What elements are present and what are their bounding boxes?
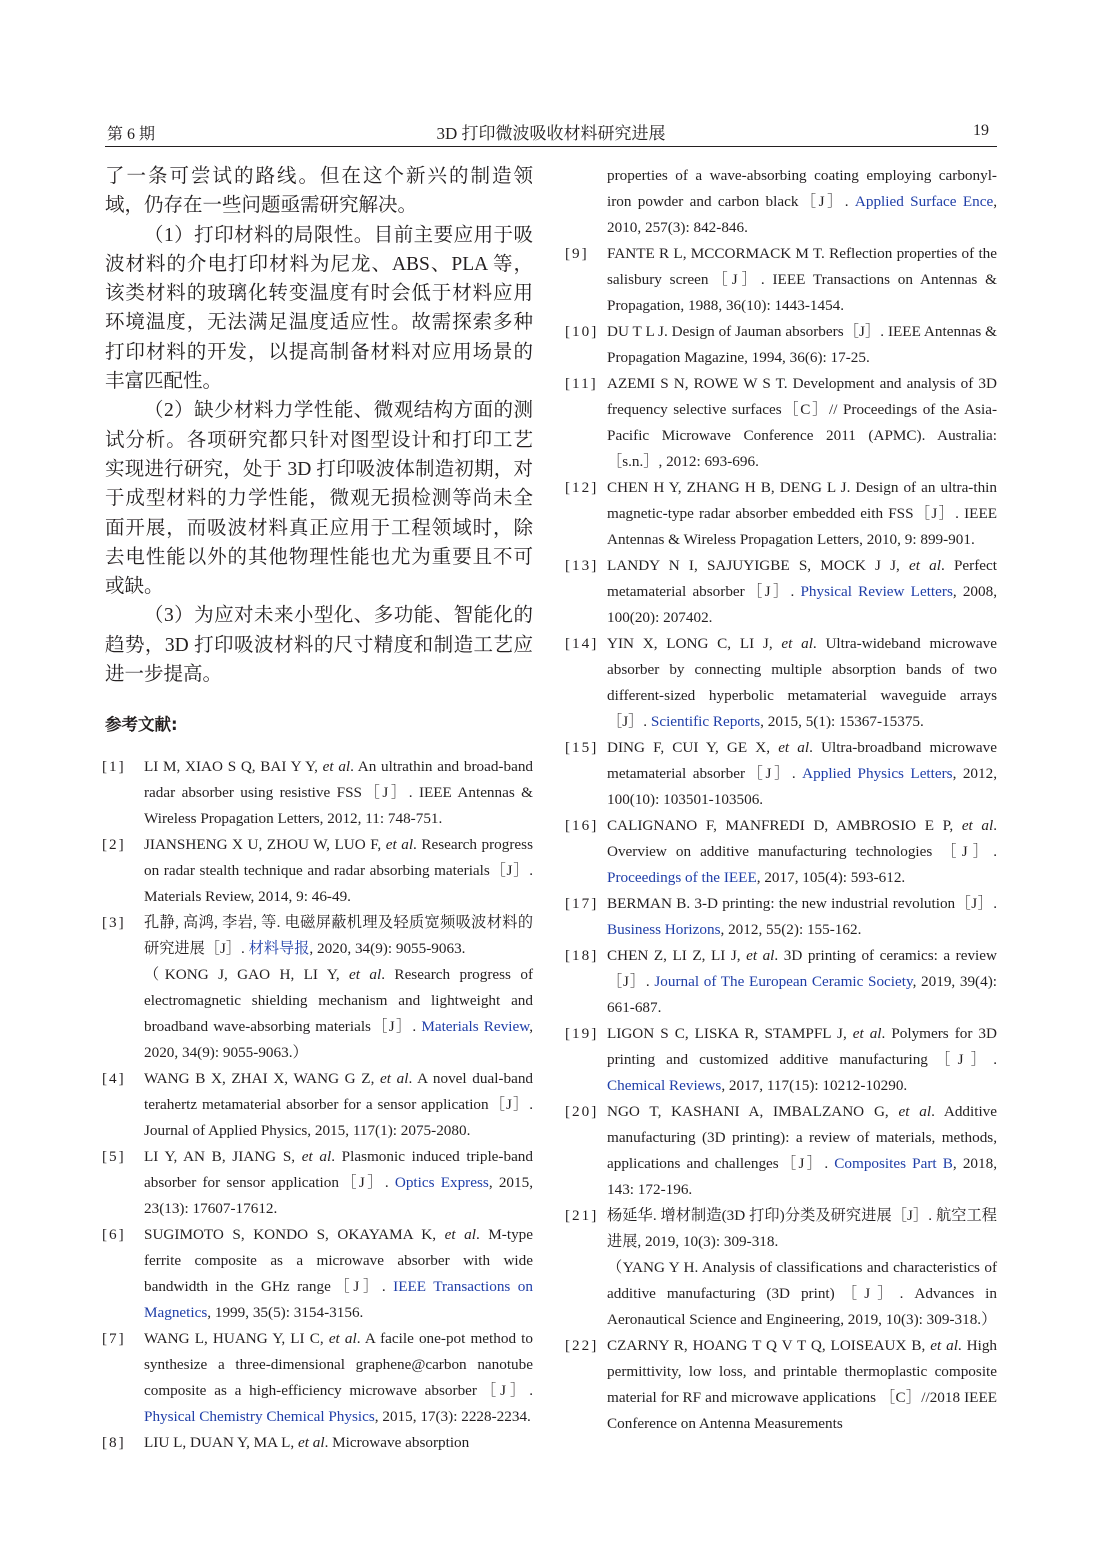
reference-text: , 2012, 100(10): 103501-103506. — [607, 765, 998, 808]
reference-item — [565, 735, 998, 813]
journal-link[interactable]: Scientific Reports — [650, 713, 761, 730]
reference-text: , 2017, 117(15): 10212-10290. — [721, 1077, 908, 1094]
reference-text: CHEN H Y, ZHANG H B, DENG L J. Design of an ultra-thin magnetic-type radar absorber embedded eith FSS［J］. IEEE Antennas & Wireless Propagation Letters, 2010, 9: 899-901. — [607, 479, 997, 548]
reference-item — [565, 241, 997, 319]
reference-text: , 1999, 35(5): 3154-3156. — [207, 1304, 364, 1322]
reference-item — [565, 553, 997, 631]
reference-body — [607, 1021, 997, 1099]
journal-link[interactable]: Chemical Reviews — [607, 1077, 722, 1094]
reference-body — [144, 1430, 533, 1456]
reference-body — [144, 1144, 533, 1222]
reference-item — [565, 371, 997, 475]
reference-body — [144, 1066, 533, 1144]
reference-text: . An ultrathin and broad-band radar absorber using resistive FSS［J］. IEEE Antennas & Wireless Propagation Letters, 2012, 11: 748-751. — [144, 758, 534, 828]
journal-article-title: 3D 打印微波吸收材料研究进展 — [436, 124, 666, 143]
reference-text: . M-type ferrite composite as a microwave absorber with wide bandwidth in the GHz range［J］. — [144, 1226, 534, 1296]
reference-body — [607, 1203, 997, 1255]
et-al-text: et al — [909, 557, 941, 574]
reference-text: , 2019, 39(4): 661-687. — [607, 973, 997, 1016]
et-al-text: et al — [778, 739, 810, 756]
reference-text: . Additive manufacturing (3D printing): a review of materials, methods, applications and challenges［J］. — [607, 1103, 997, 1172]
et-al-text: et al — [328, 1330, 357, 1348]
reference-number: [3] — [102, 914, 126, 932]
reference-text: . High permittivity, low loss, and printable thermoplastic composite material for RF and microwave applications ［C］//2018 IEEE Conference on Antenna Measurements — [607, 1337, 998, 1432]
reference-body — [607, 1333, 997, 1437]
issue-label: 第 6 期 — [107, 126, 156, 143]
reference-body — [144, 1222, 533, 1326]
reference-number: [22] — [565, 1337, 599, 1354]
reference-body — [144, 1326, 533, 1430]
reference-body — [607, 241, 997, 319]
journal-link[interactable]: Composites Part B — [834, 1155, 953, 1172]
journal-link[interactable]: Applied Surface Ence — [854, 193, 994, 210]
reference-number: [9] — [565, 245, 589, 262]
et-al-text: et al — [380, 1070, 409, 1088]
reference-item — [565, 319, 997, 371]
reference-body — [607, 371, 997, 475]
reference-text: DU T L J. Design of Jauman absorbers［J］. IEEE Antennas & Propagation Magazine, 1994, 36(6): 17-25. — [607, 323, 997, 366]
journal-link[interactable]: IEEE Transactions on Magnetics — [144, 1278, 533, 1322]
reference-number: [8] — [102, 1434, 126, 1452]
et-al-text: et al — [852, 1025, 882, 1042]
reference-text: properties of a wave-absorbing coating employing carbonyl-iron powder and carbon black［J］. — [607, 167, 997, 210]
reference-item — [102, 754, 534, 832]
et-al-text: et al — [385, 836, 414, 854]
et-al-text: et al — [301, 1148, 332, 1166]
reference-number: [2] — [102, 836, 126, 854]
reference-text: , 2010, 257(3): 842-846. — [607, 193, 997, 236]
reference-number: [4] — [102, 1070, 126, 1088]
reference-text: BERMAN B. 3-D printing: the new industrial revolution［J］. — [607, 895, 997, 912]
reference-body — [144, 910, 533, 962]
reference-list-left — [102, 754, 534, 1456]
reference-number: [19] — [565, 1025, 599, 1042]
body-paragraph: （3）为应对未来小型化、多功能、智能化的趋势，3D 打印吸波材料的尺寸精度和制造工艺应进一步提高。 — [105, 605, 533, 686]
journal-link[interactable]: Materials Review — [421, 1018, 530, 1036]
reference-text: CHEN Z, LI Z, LI J, — [607, 947, 747, 964]
reference-text: . Research progress on radar stealth technique and radar absorbing materials［J］. Materials Review, 2014, 9: 46-49. — [144, 836, 533, 906]
reference-body — [607, 943, 997, 1021]
reference-text: WANG L, HUANG Y, LI C, — [144, 1330, 329, 1348]
journal-link[interactable]: Applied Physics Letters — [802, 765, 953, 782]
reference-text: （YANG Y H. Analysis of classifications and characteristics of additive manufacturing (3D print)［J］. Advances in Aeronautical Science and Engineering, 2019, 10(3): 309-318.） — [607, 1259, 997, 1328]
reference-item — [102, 1222, 534, 1326]
body-paragraph: 了一条可尝试的路线。但在这个新兴的制造领域，仍存在一些问题亟需研究解决。 — [105, 166, 533, 217]
reference-text: , 2015, 17(3): 2228-2234. — [374, 1408, 531, 1426]
journal-link[interactable]: Journal of The European Ceramic Society — [654, 973, 913, 990]
reference-text: AZEMI S N, ROWE W S T. Development and analysis of 3D frequency selective surfaces［C］// Proceedings of the Asia-Pacific Microwave Conference 2011 (APMC). Australia: ［s.n.］, 2012: 693-696. — [607, 375, 997, 470]
reference-body — [607, 813, 997, 891]
reference-text: , 2015, 5(1): 15367-15375. — [760, 713, 924, 730]
references-heading: 参考文献: — [105, 715, 178, 735]
reference-text: . Microwave absorption — [324, 1434, 470, 1452]
reference-item — [565, 891, 997, 943]
et-al-text: et al — [444, 1226, 476, 1244]
reference-text: . Perfect metamaterial absorber［J］. — [607, 557, 997, 600]
reference-text: FANTE R L, MCCORMACK M T. Reflection properties of the salisbury screen［J］. IEEE Transactions on Antennas & Propagation, 1988, 36(10): 1443-1454. — [607, 245, 997, 314]
reference-text: . Polymers for 3D printing and customized additive manufacturing［J］. — [607, 1025, 997, 1068]
reference-text: DING F, CUI Y, GE X, — [607, 739, 779, 756]
reference-text: WANG B X, ZHAI X, WANG G Z, — [144, 1070, 381, 1088]
reference-text: . A novel dual-band terahertz metamaterial absorber for a sensor application［J］. Journal of Applied Physics, 2015, 117(1): 2075-2080. — [144, 1070, 534, 1140]
reference-item — [565, 1333, 998, 1437]
reference-translation — [607, 1255, 997, 1333]
journal-link[interactable]: Business Horizons — [607, 921, 721, 938]
reference-number: [11] — [565, 375, 598, 392]
reference-item — [102, 1144, 533, 1222]
reference-text: . 3D printing of ceramics: a review［J］. — [607, 947, 997, 990]
reference-text: CZARNY R, HOANG T Q V T Q, LOISEAUX B, — [607, 1337, 931, 1354]
reference-body — [607, 475, 997, 553]
reference-number: [1] — [102, 758, 126, 776]
journal-link[interactable]: Proceedings of the IEEE — [607, 869, 757, 886]
reference-text: 孔静, 高鸿, 李岩, 等. 电磁屏蔽机理及轻质宽频吸波材料的研究进展［J］. — [144, 914, 533, 958]
reference-number: [21] — [565, 1207, 599, 1224]
reference-text: . A facile one-pot method to synthesize a three-dimensional graphene@carbon nanotube composite as a high-efficiency microwave absorber［J］. — [144, 1330, 533, 1400]
reference-body — [607, 735, 997, 813]
reference-list-right — [565, 163, 998, 1437]
reference-text: JIANSHENG X U, ZHOU W, LUO F, — [144, 836, 386, 854]
reference-number: [7] — [102, 1330, 126, 1348]
reference-body — [607, 631, 997, 735]
reference-item — [102, 910, 534, 1066]
reference-body — [144, 754, 533, 832]
reference-translation — [144, 962, 533, 1066]
reference-text: , 2015, 23(13): 17607-17612. — [144, 1174, 533, 1218]
reference-text: . Ultra-broadband microwave metamaterial absorber［J］. — [607, 739, 997, 782]
reference-text: , 2020, 34(9): 9055-9063.） — [144, 1018, 533, 1062]
reference-text: LI M, XIAO S Q, BAI Y Y, — [144, 758, 323, 776]
reference-text: SUGIMOTO S, KONDO S, OKAYAMA K, — [144, 1226, 445, 1244]
reference-text: , 2020, 34(9): 9055-9063. — [309, 940, 466, 958]
reference-text: . Research progress of electromagnetic shielding mechanism and lightweight and broadband wave-absorbing materials［J］. — [144, 966, 534, 1036]
reference-item — [565, 1099, 997, 1203]
reference-number: [13] — [565, 557, 599, 574]
reference-item — [102, 832, 533, 910]
reference-item — [565, 813, 997, 891]
reference-item — [565, 943, 997, 1021]
reference-number: [6] — [102, 1226, 126, 1244]
reference-text: , 2012, 55(2): 155-162. — [720, 921, 862, 938]
reference-text: 杨延华. 增材制造(3D 打印)分类及研究进展［J］. 航空工程进展, 2019, 10(3): 309-318. — [607, 1207, 997, 1250]
reference-item — [102, 1066, 534, 1144]
reference-text: . Overview on additive manufacturing technologies ［J］. — [607, 817, 997, 860]
body-paragraph: （1）打印材料的局限性。目前主要应用于吸波材料的介电打印材料为尼龙、ABS、PLA 等，该类材料的玻璃化转变温度有时会低于材料应用环境温度，无法满足温度适应性。故需探索多种打印材料的开发，以提高制备材料对应用场景的丰富匹配性。 — [105, 224, 533, 393]
journal-link[interactable]: Physical Review Letters — [800, 583, 953, 600]
running-header — [105, 116, 997, 147]
right-column — [565, 163, 998, 1437]
et-al-text: et al — [930, 1337, 958, 1354]
reference-text: YIN X, LONG C, LI J, — [607, 635, 782, 652]
body-paragraph: （2）缺少材料力学性能、微观结构方面的测试分析。各项研究都只针对图型设计和打印工艺实现进行研究，处于 3D 打印吸波体制造初期，对于成型材料的力学性能，微观无损检测等尚未全面开展，而吸波材料真正应用于工程领域时，除去电性能以外的其他物理性能也尤为重要且不可或缺。 — [105, 400, 533, 598]
reference-number: [17] — [565, 895, 599, 912]
reference-number: [10] — [565, 323, 599, 340]
page-number: 19 — [973, 122, 989, 139]
reference-number: [12] — [565, 479, 599, 496]
reference-item — [102, 1326, 533, 1430]
et-al-text: et al — [898, 1103, 932, 1120]
reference-text: LIGON S C, LISKA R, STAMPFL J, — [607, 1025, 853, 1042]
reference-text: . Ultra-wideband microwave absorber by connecting multiple absorption bands of two different-sized hyperbolic metamaterial waveguide arrays［J］. — [607, 635, 997, 730]
reference-number: [16] — [565, 817, 599, 834]
reference-number: [18] — [565, 947, 599, 964]
reference-text: , 2018, 143: 172-196. — [607, 1155, 997, 1198]
reference-number: [5] — [102, 1148, 126, 1166]
reference-item — [565, 475, 997, 553]
reference-text: LIU L, DUAN Y, MA L, — [144, 1434, 298, 1452]
reference-item — [102, 1430, 533, 1456]
left-column — [102, 162, 534, 1456]
journal-link[interactable]: Physical Chemistry Chemical Physics — [144, 1408, 375, 1426]
reference-body — [607, 163, 997, 241]
reference-text: LI Y, AN B, JIANG S, — [144, 1148, 302, 1166]
et-al-text: et al — [297, 1434, 325, 1452]
et-al-text: et al — [961, 817, 994, 834]
reference-text: （KONG J, GAO H, LI Y, — [144, 966, 350, 984]
et-al-text: et al — [781, 635, 813, 652]
reference-number: [15] — [565, 739, 599, 756]
reference-body — [607, 1099, 997, 1203]
reference-body — [607, 553, 997, 631]
reference-item — [565, 1203, 997, 1333]
et-al-text: et al — [746, 947, 775, 964]
journal-link[interactable]: Optics Express — [394, 1174, 489, 1192]
reference-text: , 2017, 105(4): 593-612. — [756, 869, 906, 886]
reference-text: CALIGNANO F, MANFREDI D, AMBROSIO E P, — [607, 817, 962, 834]
reference-number: [14] — [565, 635, 599, 652]
reference-text: LANDY N I, SAJUYIGBE S, MOCK J J, — [607, 557, 910, 574]
reference-item — [565, 631, 997, 735]
reference-number: [20] — [565, 1103, 599, 1120]
reference-text: . Plasmonic induced triple-band absorber for sensor application［J］. — [144, 1148, 533, 1192]
reference-item — [565, 1021, 997, 1099]
reference-body — [607, 319, 997, 371]
reference-body — [607, 891, 997, 943]
et-al-text: et al — [322, 758, 351, 776]
et-al-text: et al — [349, 966, 382, 984]
reference-body — [144, 832, 533, 910]
reference-item — [568, 163, 997, 241]
reference-text: , 2008, 100(20): 207402. — [607, 583, 997, 626]
reference-text: NGO T, KASHANI A, IMBALZANO G, — [607, 1103, 899, 1120]
journal-link[interactable]: 材料导报 — [248, 940, 310, 958]
